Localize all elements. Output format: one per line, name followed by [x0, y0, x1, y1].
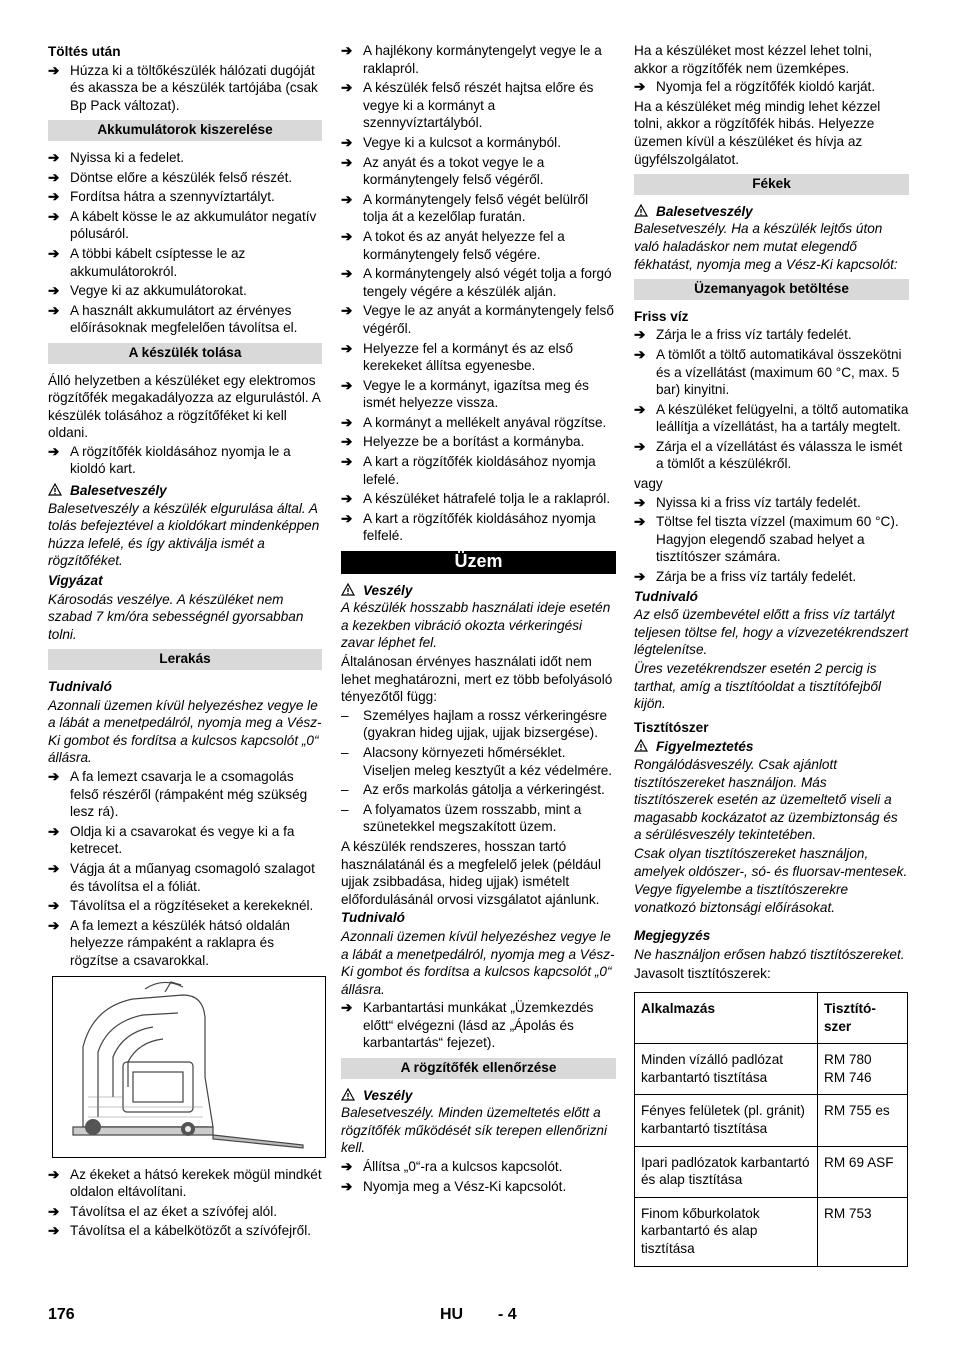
list-item: ➔ A hajlékony kormánytengelyt vegye le a raklapról. — [341, 43, 602, 76]
caution-heading: Vigyázat — [48, 573, 103, 589]
list-item: ➔ A fa lemezt a készülék hátsó oldalán helyezze rámpaként a raklapra és rögzítse a csavarokkal. — [48, 917, 290, 968]
note-text: Azonnali üzemen kívül helyezéshez vegye le a lábát a menetpedálról, nyomja meg a Vész-Ki gombot és fordítsa a kulcsos kapcsolót „0“ állásra. — [341, 928, 615, 997]
list-wedges — [48, 1166, 322, 1240]
paragraph: Ha a készüléket most kézzel lehet tolni, akkor a rögzítőfék nem üzemképes. — [634, 43, 873, 76]
list-item: ➔ Nyomja fel a rögzítőfék kioldó karját. — [634, 79, 876, 95]
dash-list — [341, 707, 616, 836]
list-fill — [634, 326, 909, 473]
warning-text: Balesetveszély a készülék elgurulása által. A tolás befejeztével a kioldókart mindenképpen húzza lefelé, és így aktiválja ismét a rögzítőféket. — [48, 500, 320, 569]
list-item: ➔ Vegye le az anyát a kormánytengely felső végéről. — [341, 303, 614, 336]
heading-friss-viz: Friss víz — [634, 308, 689, 324]
list-item: ➔ Zárja el a vízellátást és válassza le ismét a tömlőt a készülékről. — [634, 438, 903, 472]
heading-tolt: Töltés után — [48, 44, 121, 59]
list-item: ➔ Helyezze be a borítást a kormányba. — [341, 434, 585, 450]
table-row — [635, 1146, 908, 1197]
list-item: ➔ Az ékeket a hátsó kerekek mögül mindkét oldalon eltávolítani. — [48, 1166, 322, 1200]
warning-triangle-icon — [48, 483, 62, 496]
list-item: ➔ Távolítsa el a rögzítéseket a kerekeknél. — [48, 898, 314, 914]
section-header: A rögzítőfék ellenőrzése — [341, 1058, 616, 1079]
list-item: ➔ A tokot és az anyát helyezze fel a kormánytengely felső végére. — [341, 228, 565, 262]
paragraph: Álló helyzetben a készüléket egy elektromos rögzítőfék megakadályozza az elgurulástól. A készülék tolásához a rögzítőféket ki kell oldani. — [48, 372, 321, 441]
list-item: ➔ Zárja le a friss víz tartály fedelét. — [634, 327, 852, 343]
list-item: ➔ Az anyát és a tokot vegye le a kormánytengely felső végéről. — [341, 154, 545, 188]
warning-text: Rongálódásveszély. Csak ajánlott tisztítószereket használjon. Más tisztítószerek esetén az üzemeltető viseli a magasabb kockázatot az üzembiztonság és a sérülésveszély tekintetében. — [634, 756, 898, 843]
note-text: Azonnali üzemen kívül helyezéshez vegye le a lábát a menetpedálról, nyomja meg a Vész-Ki gombot és fordítsa a kulcsos kapcsolót „0“ állásra. — [48, 697, 322, 766]
list-item: ➔ A kormánytengely felső végét belülről tolja át a kezelőlap furatán. — [341, 191, 589, 225]
warning-triangle-icon — [341, 1088, 355, 1101]
note-text: Az első üzembevétel előtt a friss víz tartályt teljesen töltse fel, hogy a vízvezetékrendszert légtelenítse. — [634, 607, 909, 658]
list-item: ➔ Vágja át a műanyag csomagoló szalagot és távolítsa el a fóliát. — [48, 860, 315, 894]
note-heading: Tudnivaló — [48, 679, 112, 694]
list-item: – Alacsony környezeti hőmérséklet. Viseljen meleg kesztyűt a kéz védelmére. — [341, 744, 613, 778]
note-heading: Tudnivaló — [341, 910, 405, 926]
warning-triangle-icon — [341, 583, 355, 596]
list-item: ➔ Döntse előre a készülék felső részét. — [48, 169, 293, 185]
warning-heading: Figyelmeztetés — [634, 738, 909, 756]
list-item: ➔ A rögzítőfék kioldásához nyomja le a kioldó kart. — [48, 443, 291, 477]
warning-triangle-icon — [634, 739, 648, 752]
list-item: ➔ A kormánytengely alsó végét tolja a forgó tengely végére a készülék alján. — [341, 266, 612, 299]
warning-heading: Balesetveszély — [634, 203, 909, 221]
column-1 — [48, 42, 322, 1242]
table-header-row — [635, 993, 908, 1044]
warning-text: Balesetveszély. Ha a készülék lejtős úton való haladáskor nem mutat elegendő fékhatást, nyomja meg a Vész-Ki kapcsolót: — [634, 221, 898, 272]
danger-text: Balesetveszély. Minden üzemeltetés előtt a rögzítőfék működését sík terepen ellenőrizni kell. — [341, 1105, 607, 1156]
warning-text: Vegye figyelembe a tisztítószerekre vonatkozó biztonsági előírásokat. — [634, 882, 849, 915]
list-lerakas — [48, 768, 322, 970]
list-item: ➔ A kábelt kösse le az akkumulátor negatív pólusáról. — [48, 208, 317, 242]
list-item: – Személyes hajlam a rossz vérkeringésre (gyakran hideg ujjak, ujjak bizsergése). — [341, 707, 608, 741]
list-item: ➔ Fordítsa hátra a szennyvíztartályt. — [48, 189, 275, 205]
list-item: ➔ Oldja ki a csavarokat és vegye ki a fa ketrecet. — [48, 823, 295, 857]
caution-text: Károsodás veszélye. A készüléket nem szabad 7 km/óra sebességnél gyorsabban tolni. — [48, 591, 304, 642]
list-fill-alt — [634, 494, 909, 586]
machine-illustration — [52, 976, 326, 1158]
list-item: ➔ Húzza ki a töltőkészülék hálózati dugóját és akassza be a készülék tartójába (csak Bp Pack változat). — [48, 62, 318, 113]
list-item: ➔ Karbantartási munkákat „Üzemkezdés előtt“ elvégezni (lásd az „Ápolás és karbantartás“ fejezet). — [341, 1000, 594, 1051]
language-code: HU — [440, 1306, 464, 1323]
list-akku — [48, 149, 322, 337]
list-item: ➔ Állítsa „0“-ra a kulcsos kapcsolót. — [341, 1159, 563, 1175]
list-item: ➔ A tömlőt a töltő automatikával összekötni és a vízellátást (maximum 60 °C, max. 5 bar) kinyitni. — [634, 346, 902, 398]
list-item: ➔ Vegye le a kormányt, igazítsa meg és ismét helyezze vissza. — [341, 377, 589, 411]
list-item: ➔ Töltse fel tiszta vízzel (maximum 60 °C). Hagyjon elegendő szabad helyet a tisztítószer számára. — [634, 514, 899, 565]
heading-tisztitoszer: Tisztítószer — [634, 719, 709, 735]
list-item: ➔ Helyezze fel a kormányt és az első kerekeket állítsa egyenesbe. — [341, 340, 574, 374]
paragraph: vagy — [634, 476, 663, 492]
list-item: ➔ A készüléket hátrafelé tolja le a raklapról. — [341, 491, 611, 507]
warning-heading: Balesetveszély — [48, 482, 322, 500]
remark-heading: Megjegyzés — [634, 928, 711, 944]
list-item: – Az erős markolás gátolja a vérkeringést. — [341, 782, 605, 798]
list-item: ➔ Zárja be a friss víz tartály fedelét. — [634, 569, 857, 585]
table-cell: Finom kőburkolatok karbantartó és alap tisztítása — [635, 1197, 818, 1266]
list-item: ➔ Távolítsa el a kábelkötözőt a szívófejről. — [48, 1223, 312, 1239]
table-row — [635, 1044, 908, 1095]
paragraph: Ha a készüléket még mindig lehet kézzel tolni, akkor a rögzítőfék hibás. Helyezze üzemen kívül a készüléket és hívja az ügyfélszolgálatot. — [634, 98, 881, 167]
list-item: ➔ A használt akkumulátort az érvényes előírásoknak megfelelően távolítsa el. — [48, 302, 298, 336]
page-number: 176 — [48, 1306, 75, 1323]
detergent-table — [634, 992, 908, 1267]
list-item: ➔ Nyissa ki a fedelet. — [48, 149, 185, 165]
table-row — [635, 1197, 908, 1266]
paragraph: A készülék rendszeres, hosszan tartó használatánál és a megfelelő jelek (például ujjak zsibbadása, hideg ujjak) ismételt előfordulásánál orvosi vizsgálatot ajánlunk. — [341, 838, 601, 907]
chapter-header: Üzem — [341, 551, 616, 574]
list-item: ➔ Nyissa ki a friss víz tartály fedelét. — [634, 494, 861, 510]
table-cell: RM 755 es — [818, 1095, 908, 1146]
list-item: ➔ Vegye ki a kulcsot a kormányból. — [341, 134, 561, 150]
list-item: ➔ A kart a rögzítőfék kioldásához nyomja felfelé. — [341, 510, 596, 544]
section-header: Üzemanyagok betöltése — [634, 279, 909, 300]
list-steering — [341, 42, 616, 545]
danger-text: A készülék hosszabb használati ideje esetén a kezekben vibráció okozta vérkeringési zavar léphet fel. — [341, 600, 611, 651]
list-item: ➔ A készülék felső részét hajtsa előre és vegye ki a kormányt a szennyvíztartályból. — [341, 80, 594, 131]
list-item: ➔ A kormányt a mellékelt anyával rögzítse. — [341, 414, 607, 430]
list-item: ➔ A többi kábelt csíptesse le az akkumulátorokról. — [48, 245, 246, 279]
sub-page-number: - 4 — [498, 1306, 517, 1323]
table-cell: RM 780 RM 746 — [818, 1044, 908, 1095]
table-cell: Minden vízálló padlózat karbantartó tisztítása — [635, 1044, 818, 1095]
warning-text: Csak olyan tisztítószereket használjon, amelyek oldószer-, só- és fluorsav-mentesek. — [634, 845, 908, 879]
list-item: ➔ Távolítsa el az éket a szívófej alól. — [48, 1203, 278, 1219]
scrubber-machine-drawing — [53, 977, 325, 1157]
danger-heading: Veszély — [341, 1087, 616, 1105]
list-item: ➔ Nyomja meg a Vész-Ki kapcsolót. — [341, 1178, 567, 1194]
list-item: – A folyamatos üzem rosszabb, mint a szünetekkel megszakított üzem. — [341, 801, 582, 835]
paragraph: Javasolt tisztítószerek: — [634, 965, 771, 981]
note-text: Üres vezetékrendszer esetén 2 percig is tarthat, amíg a tisztítóoldat a tisztítófejből kijön. — [634, 661, 882, 712]
table-header: Alkalmazás — [635, 993, 818, 1044]
table-cell: RM 69 ASF — [818, 1146, 908, 1197]
column-2 — [341, 42, 616, 1197]
note-heading: Tudnivaló — [634, 588, 698, 604]
table-row — [635, 1095, 908, 1146]
section-header: Akkumulátorok kiszerelése — [48, 120, 322, 141]
table-cell: RM 753 — [818, 1197, 908, 1266]
section-header: A készülék tolása — [48, 343, 322, 364]
danger-heading: Veszély — [341, 582, 616, 600]
remark-text: Ne használjon erősen habzó tisztítószereket. — [634, 946, 905, 962]
list-item: ➔ Vegye ki az akkumulátorokat. — [48, 283, 247, 299]
table-cell: Ipari padlózatok karbantartó és alap tisztítása — [635, 1146, 818, 1197]
section-header: Lerakás — [48, 649, 322, 670]
list-item: ➔ A fa lemezt csavarja le a csomagolás felső részéről (rámpaként még szükség lesz rá). — [48, 768, 308, 820]
warning-triangle-icon — [634, 204, 648, 217]
list-item: ➔ A kart a rögzítőfék kioldásához nyomja lefelé. — [341, 454, 596, 487]
table-cell: Fényes felületek (pl. gránit) karbantartó tisztítása — [635, 1095, 818, 1146]
table-header: Tisztító-szer — [818, 993, 908, 1044]
section-header: Fékek — [634, 174, 909, 195]
column-3 — [634, 42, 909, 1267]
list-item: ➔ A készüléket felügyelni, a töltő automatika leállítja a vízellátást, ha a tartály megtelt. — [634, 401, 909, 435]
paragraph: Általánosan érvényes használati időt nem lehet meghatározni, mert ez több befolyásoló tényezőtől függ: — [341, 654, 613, 705]
